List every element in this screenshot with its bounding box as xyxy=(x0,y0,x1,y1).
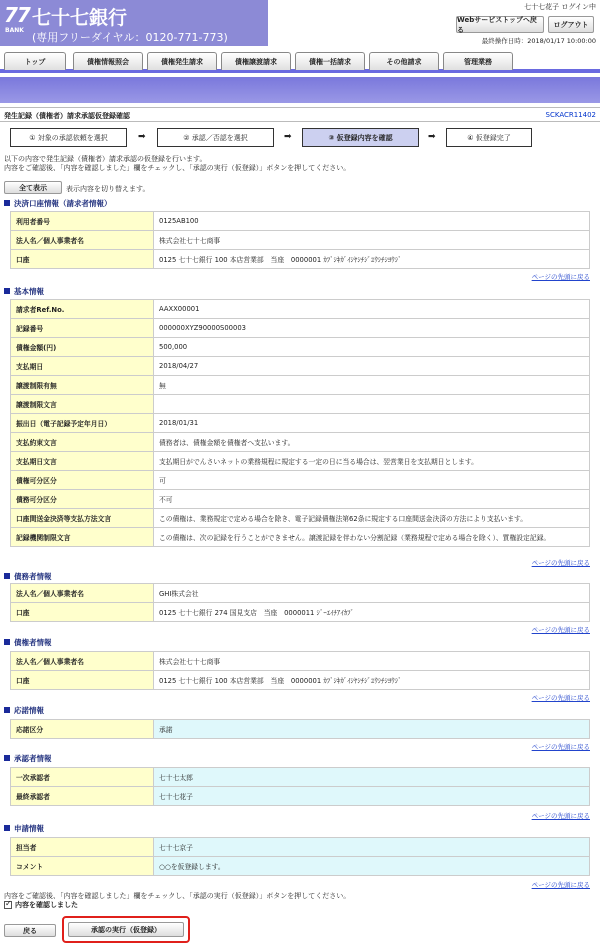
show-all-button[interactable]: 全て表示 xyxy=(4,181,62,194)
execute-approval-button[interactable]: 承認の実行（仮登録） xyxy=(68,922,184,937)
arrow-icon: ➡ xyxy=(284,132,292,142)
row-value: 0125 七十七銀行 274 国見支店 当座 0000011 ｼﾞｰｴｲﾁｱｲｶﾌﾞ xyxy=(154,603,590,622)
debtor-table xyxy=(10,583,590,622)
bank-logo xyxy=(0,0,268,46)
page-top-link[interactable]: ページの先頭に戻る xyxy=(531,694,590,702)
page-top-link[interactable]: ページの先頭に戻る xyxy=(531,881,590,889)
dial-number: (専用フリーダイヤル：0120-771-773) xyxy=(32,31,228,44)
back-button[interactable]: 戻る xyxy=(4,924,56,937)
row-key: 債務可分区分 xyxy=(11,490,154,509)
row-key: 請求者Ref.No. xyxy=(11,300,154,319)
table-row xyxy=(11,490,590,509)
confirm-checkbox-label: 内容を確認しました xyxy=(15,901,78,909)
tab-credit-issue[interactable]: 債権発生請求 xyxy=(147,52,217,70)
table-row xyxy=(11,212,590,231)
creditor-table xyxy=(10,651,590,690)
tab-credit-inquiry[interactable]: 債権情報照会 xyxy=(73,52,143,70)
row-key: 法人名／個人事業者名 xyxy=(11,652,154,671)
row-key: 法人名／個人事業者名 xyxy=(11,231,154,250)
web-top-button[interactable]: Webサービストップへ戻る xyxy=(456,16,544,33)
section-request-title: 申請情報 xyxy=(4,823,44,834)
table-row xyxy=(11,376,590,395)
row-value: 七十七花子 xyxy=(154,787,590,806)
table-row xyxy=(11,671,590,690)
table-row xyxy=(11,857,590,876)
table-row xyxy=(11,720,590,739)
header-band xyxy=(0,77,600,103)
footer-note: 内容をご確認後、「内容を確認しました」欄をチェックし、「承認の実行（仮登録）」ボタンを押してください。 xyxy=(4,892,351,900)
bank-label: BANK xyxy=(5,27,24,34)
row-value: 2018/04/27 xyxy=(154,357,590,376)
bank-name: 七十七銀行 xyxy=(32,7,128,29)
row-key: 口座間送金決済等支払方法文言 xyxy=(11,509,154,528)
page-top-link[interactable]: ページの先頭に戻る xyxy=(531,812,590,820)
intro-line-2: 内容をご確認後、「内容を確認しました」欄をチェックし、「承認の実行（仮登録）」ボタンを押してください。 xyxy=(4,164,351,172)
row-value: 株式会社七十七商事 xyxy=(154,652,590,671)
table-row xyxy=(11,414,590,433)
section-settlement-title: 決済口座情報（請求者情報） xyxy=(4,198,112,209)
step-3-current: ③ 仮登録内容を確認 xyxy=(302,128,419,147)
table-row xyxy=(11,652,590,671)
table-row xyxy=(11,300,590,319)
row-key: 一次承認者 xyxy=(11,768,154,787)
request-table xyxy=(10,837,590,876)
row-value: AAXX00001 xyxy=(154,300,590,319)
table-row xyxy=(11,357,590,376)
table-row xyxy=(11,509,590,528)
row-value: 承諾 xyxy=(154,720,590,739)
row-value: 支払期日がでんさいネットの業務規程に規定する一定の日に当る場合は、翌営業日を支払期日とします。 xyxy=(154,452,590,471)
page-top-link[interactable]: ページの先頭に戻る xyxy=(531,559,590,567)
intro-text xyxy=(4,155,350,173)
row-key: 口座 xyxy=(11,250,154,269)
logout-button[interactable]: ログアウト xyxy=(548,16,594,33)
row-value: 2018/01/31 xyxy=(154,414,590,433)
table-row xyxy=(11,528,590,547)
row-value: 000000XYZ90000S00003 xyxy=(154,319,590,338)
progress-steps xyxy=(0,128,600,148)
row-value: 500,000 xyxy=(154,338,590,357)
settlement-table xyxy=(10,211,590,269)
section-creditor-title: 債権者情報 xyxy=(4,637,52,648)
main-tabs xyxy=(0,49,600,73)
row-key: 最終承認者 xyxy=(11,787,154,806)
last-operation: 最終操作日時：2018/01/17 10:00:00 xyxy=(481,37,596,45)
row-key: 法人名／個人事業者名 xyxy=(11,584,154,603)
tab-admin[interactable]: 管理業務 xyxy=(443,52,513,70)
table-row xyxy=(11,395,590,414)
arrow-icon: ➡ xyxy=(428,132,436,142)
row-key: 支払約束文言 xyxy=(11,433,154,452)
header xyxy=(0,0,600,48)
row-key: 口座 xyxy=(11,603,154,622)
row-value: 債務者は、債権金額を債権者へ支払います。 xyxy=(154,433,590,452)
row-value: 七十七京子 xyxy=(154,838,590,857)
table-row xyxy=(11,603,590,622)
screen-id: SCKACR11402 xyxy=(545,111,596,119)
row-value: 0125AB100 xyxy=(154,212,590,231)
row-value: 無 xyxy=(154,376,590,395)
row-value: GHI株式会社 xyxy=(154,584,590,603)
table-row xyxy=(11,787,590,806)
row-key: 譲渡制限文言 xyxy=(11,395,154,414)
checkbox-checked-icon[interactable] xyxy=(4,901,12,909)
section-response-title: 応諾情報 xyxy=(4,705,44,716)
page-top-link[interactable]: ページの先頭に戻る xyxy=(531,273,590,281)
row-key: 譲渡制限有無 xyxy=(11,376,154,395)
row-key: 利用者番号 xyxy=(11,212,154,231)
row-value: 0125 七十七銀行 100 本店営業部 当座 0000001 ｶﾌﾞｼｷｶﾞｲｼﾔｼﾁｼﾞﾕｳｼﾁｼﾖｳｼﾞ xyxy=(154,250,590,269)
tab-other-request[interactable]: その他請求 xyxy=(369,52,439,70)
page-title-bar xyxy=(0,107,600,122)
table-row xyxy=(11,471,590,490)
row-value: ○○を仮登録します。 xyxy=(154,857,590,876)
row-key: 応諾区分 xyxy=(11,720,154,739)
step-2: ② 承認／否認を選択 xyxy=(157,128,274,147)
tab-credit-transfer[interactable]: 債権譲渡請求 xyxy=(221,52,291,70)
row-key: 債権金額(円) xyxy=(11,338,154,357)
step-1: ① 対象の承認依頼を選択 xyxy=(10,128,127,147)
confirm-checkbox[interactable] xyxy=(4,900,78,910)
section-approver-title: 承認者情報 xyxy=(4,753,52,764)
row-key: 記録機関制限文言 xyxy=(11,528,154,547)
row-value: 可 xyxy=(154,471,590,490)
row-value xyxy=(154,395,590,414)
row-key: 振出日（電子記録予定年月日） xyxy=(11,414,154,433)
intro-line-1: 以下の内容で発生記録（債権者）請求承認の仮登録を行います。 xyxy=(4,155,207,163)
row-value: 不可 xyxy=(154,490,590,509)
table-row xyxy=(11,433,590,452)
row-key: コメント xyxy=(11,857,154,876)
row-value: 七十七太郎 xyxy=(154,768,590,787)
row-value: 0125 七十七銀行 100 本店営業部 当座 0000001 ｶﾌﾞｼｷｶﾞｲｼﾔｼﾁｼﾞﾕｳｼﾁｼﾖｳｼﾞ xyxy=(154,671,590,690)
table-row xyxy=(11,338,590,357)
table-row xyxy=(11,838,590,857)
section-debtor-title: 債務者情報 xyxy=(4,571,52,582)
arrow-icon: ➡ xyxy=(138,132,146,142)
table-row xyxy=(11,452,590,471)
row-key: 担当者 xyxy=(11,838,154,857)
table-row xyxy=(11,319,590,338)
basic-table xyxy=(10,299,590,547)
row-key: 支払期日文言 xyxy=(11,452,154,471)
table-row xyxy=(11,250,590,269)
row-key: 記録番号 xyxy=(11,319,154,338)
row-value: この債権は、業務規定で定める場合を除き、電子記録債権法第62条に規定する口座間送金決済の方法により支払います。 xyxy=(154,509,590,528)
user-status: 七十七花子 ログイン中 xyxy=(524,3,596,11)
show-all-text: 表示内容を切り替えます。 xyxy=(66,185,150,193)
table-row xyxy=(11,768,590,787)
table-row xyxy=(11,231,590,250)
table-row xyxy=(11,584,590,603)
bank-number: 77 xyxy=(4,3,30,27)
step-4: ④ 仮登録完了 xyxy=(446,128,532,147)
row-value: 株式会社七十七商事 xyxy=(154,231,590,250)
approver-table xyxy=(10,767,590,806)
page-top-link[interactable]: ページの先頭に戻る xyxy=(531,626,590,634)
page-title: 発生記録（債権者）請求承認仮登録確認 xyxy=(4,112,130,120)
row-key: 支払期日 xyxy=(11,357,154,376)
tab-credit-bulk[interactable]: 債権一括請求 xyxy=(295,52,365,70)
row-key: 債権可分区分 xyxy=(11,471,154,490)
page-top-link[interactable]: ページの先頭に戻る xyxy=(531,743,590,751)
tab-top[interactable]: トップ xyxy=(4,52,66,70)
response-table xyxy=(10,719,590,739)
row-key: 口座 xyxy=(11,671,154,690)
row-value: この債権は、次の記録を行うことができません。譲渡記録を伴わない分割記録（業務規程で定める場合を除く）、質権設定記録。 xyxy=(154,528,590,547)
section-basic-title: 基本情報 xyxy=(4,286,44,297)
